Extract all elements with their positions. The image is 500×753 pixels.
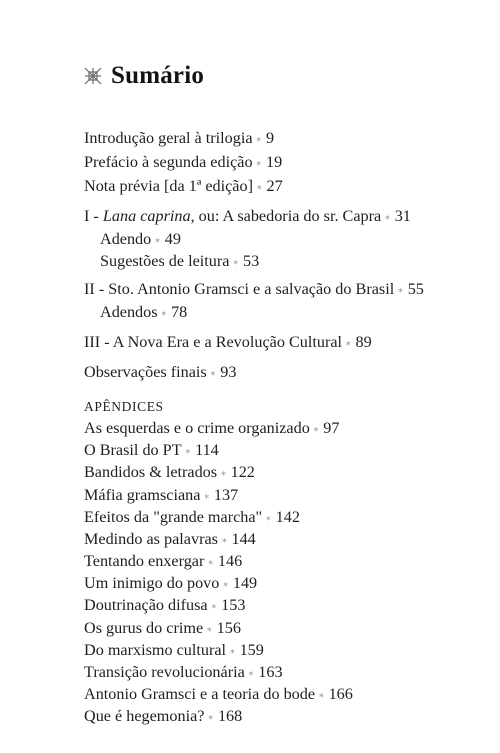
toc-entry[interactable] bbox=[84, 176, 283, 196]
toc-entry[interactable] bbox=[84, 440, 219, 460]
toc-entry[interactable] bbox=[84, 462, 255, 482]
separator-icon: ⁎ bbox=[346, 337, 351, 347]
entry-title: III - A Nova Era e a Revolução Cultural bbox=[84, 333, 343, 351]
separator-icon: ⁎ bbox=[230, 645, 235, 655]
entry-title: Doutrinação difusa bbox=[84, 596, 208, 614]
entry-title: Introdução geral à trilogia bbox=[84, 129, 253, 147]
toc-entry[interactable] bbox=[100, 251, 259, 271]
page-number: 49 bbox=[164, 230, 181, 248]
page-number: 144 bbox=[231, 530, 256, 548]
separator-icon: ⁎ bbox=[256, 181, 262, 191]
separator-icon: ⁎ bbox=[211, 600, 217, 610]
entry-title: Prefácio à segunda edição bbox=[84, 153, 253, 171]
page-number: 93 bbox=[220, 363, 237, 381]
toc-entry[interactable] bbox=[84, 128, 274, 148]
separator-icon: ⁎ bbox=[233, 256, 238, 266]
entry-title: O Brasil do PT bbox=[84, 441, 182, 459]
entry-title: Máfia gramsciana bbox=[84, 486, 201, 504]
entry-title: Nota prévia [da 1ª edição] bbox=[84, 177, 253, 195]
entry-title: Observações finais bbox=[84, 363, 207, 381]
page-number: 153 bbox=[221, 596, 246, 614]
toc-entry[interactable] bbox=[84, 279, 424, 299]
toc-entry[interactable] bbox=[84, 152, 282, 172]
page-number: 97 bbox=[323, 419, 340, 437]
toc-entry[interactable] bbox=[84, 595, 245, 615]
entry-title: Bandidos & letrados bbox=[84, 463, 218, 481]
page-number: 156 bbox=[216, 619, 241, 637]
toc-entry[interactable] bbox=[84, 332, 372, 352]
toc-entry[interactable] bbox=[84, 706, 242, 726]
toc-entry[interactable] bbox=[84, 529, 256, 549]
separator-icon: ⁎ bbox=[248, 667, 254, 677]
page-number: 163 bbox=[258, 663, 283, 681]
toc-entry[interactable] bbox=[84, 573, 257, 593]
entry-title: Adendo bbox=[100, 230, 152, 248]
entry-title: Que é hegemonia? bbox=[84, 707, 205, 725]
toc-entry[interactable] bbox=[84, 507, 300, 527]
entry-title: II - Sto. Antonio Gramsci e a salvação do Brasil bbox=[84, 280, 395, 298]
page-number: 114 bbox=[195, 441, 219, 459]
toc-entry[interactable] bbox=[84, 684, 353, 704]
separator-icon: ⁎ bbox=[256, 157, 262, 167]
page-number: 9 bbox=[266, 129, 275, 147]
separator-icon: ⁎ bbox=[385, 211, 390, 221]
separator-icon: ⁎ bbox=[155, 234, 160, 244]
toc-entry[interactable] bbox=[84, 662, 283, 682]
toc-entry[interactable] bbox=[100, 229, 181, 249]
page-number: 27 bbox=[266, 177, 283, 195]
page-number: 149 bbox=[232, 574, 258, 592]
entry-title: As esquerdas e o crime organizado bbox=[84, 419, 310, 437]
section-heading-appendices: APÊNDICES bbox=[84, 399, 164, 414]
entry-title: Medindo as palavras bbox=[84, 530, 218, 548]
ornament-icon bbox=[84, 67, 102, 85]
page-number: 53 bbox=[242, 252, 260, 270]
page-number: 146 bbox=[217, 552, 243, 570]
entry-prefix: I - bbox=[84, 207, 103, 225]
separator-icon: ⁎ bbox=[256, 133, 262, 143]
separator-icon: ⁎ bbox=[319, 689, 324, 699]
separator-icon: ⁎ bbox=[221, 467, 226, 477]
entry-title: Antonio Gramsci e a teoria do bode bbox=[84, 685, 316, 703]
toc-entry[interactable] bbox=[84, 362, 236, 382]
separator-icon: ⁎ bbox=[161, 307, 167, 317]
page-number: 166 bbox=[328, 685, 353, 703]
page-number: 142 bbox=[275, 508, 300, 526]
page-title: Sumário bbox=[111, 62, 205, 89]
separator-icon: ⁎ bbox=[313, 423, 319, 433]
page-number: 19 bbox=[266, 153, 283, 171]
page-number: 168 bbox=[217, 707, 243, 725]
entry-title: Adendos bbox=[100, 303, 158, 321]
toc-entry[interactable] bbox=[100, 302, 187, 322]
toc-entry[interactable] bbox=[84, 485, 238, 505]
page-number: 55 bbox=[407, 280, 424, 298]
entry-title: Os gurus do crime bbox=[84, 619, 204, 637]
entry-title: Sugestões de leitura bbox=[100, 252, 230, 270]
separator-icon: ⁎ bbox=[266, 512, 271, 522]
separator-icon: ⁎ bbox=[221, 534, 227, 544]
separator-icon: ⁎ bbox=[185, 445, 191, 455]
page-number: 89 bbox=[355, 333, 372, 351]
toc-entry[interactable] bbox=[84, 206, 411, 226]
entry-title: Um inimigo do povo bbox=[84, 574, 220, 592]
toc-entry[interactable] bbox=[84, 618, 241, 638]
entry-italic-title: Lana caprina bbox=[102, 207, 191, 225]
separator-icon: ⁎ bbox=[210, 367, 216, 377]
toc-heading bbox=[84, 62, 204, 90]
page-number: 159 bbox=[239, 641, 264, 659]
toc-entry[interactable] bbox=[84, 551, 242, 571]
separator-icon: ⁎ bbox=[223, 578, 228, 588]
separator-icon: ⁎ bbox=[204, 490, 209, 500]
entry-title: Efeitos da "grande marcha" bbox=[84, 508, 263, 526]
toc-entry[interactable] bbox=[84, 640, 264, 660]
toc-entry[interactable] bbox=[84, 418, 339, 438]
entry-title: , ou: A sabedoria do sr. Capra bbox=[190, 207, 382, 225]
entry-title: Do marxismo cultural bbox=[84, 641, 227, 659]
page-number: 122 bbox=[230, 463, 255, 481]
separator-icon: ⁎ bbox=[208, 711, 213, 721]
entry-title: Transição revolucionária bbox=[84, 663, 245, 681]
page-number: 78 bbox=[171, 303, 188, 321]
page-number: 31 bbox=[394, 207, 411, 225]
entry-title: Tentando enxergar bbox=[84, 552, 205, 570]
separator-icon: ⁎ bbox=[208, 556, 213, 566]
separator-icon: ⁎ bbox=[207, 623, 212, 633]
separator-icon: ⁎ bbox=[398, 284, 403, 294]
page-number: 137 bbox=[213, 486, 239, 504]
